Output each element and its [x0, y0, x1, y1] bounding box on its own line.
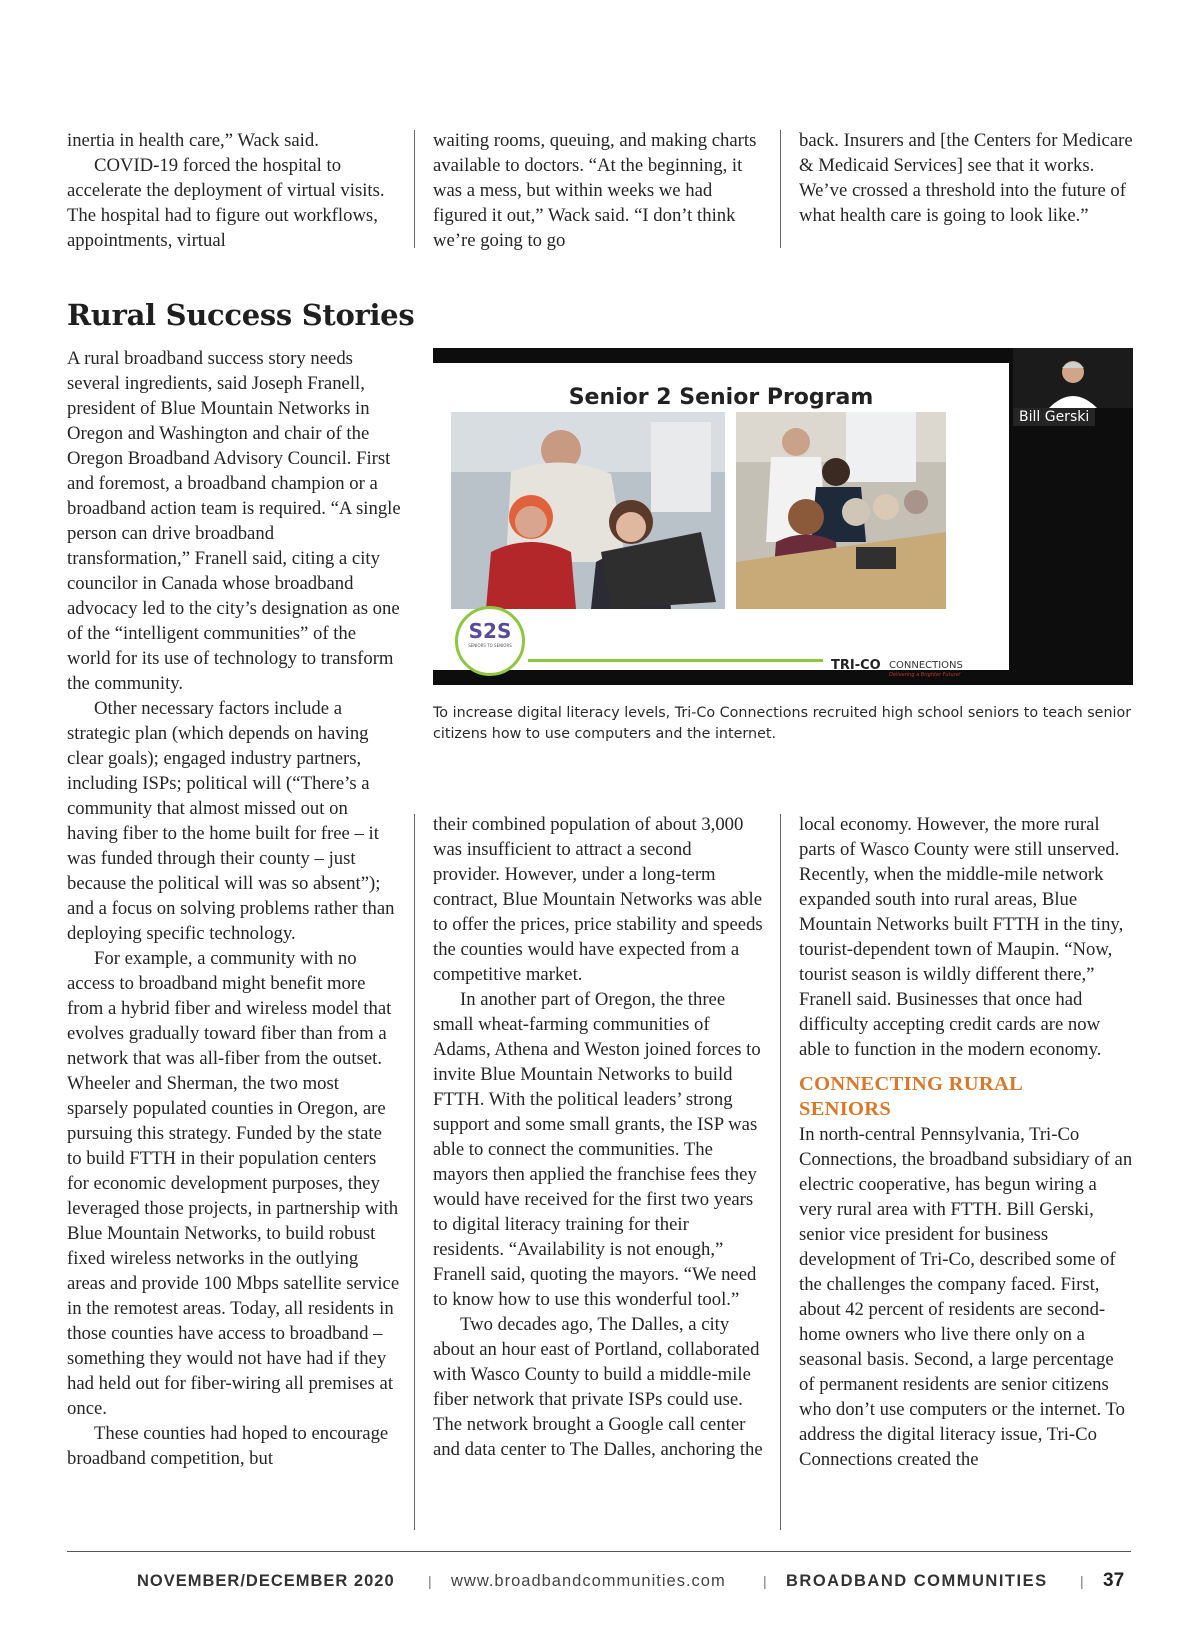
footer-publication-name: BROADBAND COMMUNITIES: [786, 1572, 1048, 1590]
photo-left: [451, 412, 725, 609]
participant-name-label: Bill Gerski: [1013, 408, 1095, 426]
footer-separator: |: [1080, 1573, 1084, 1589]
section-heading: Rural Success Stories: [67, 298, 415, 332]
footer-rule: [67, 1551, 1131, 1552]
tri-co-logo-word: CONNECTIONS: [889, 660, 963, 671]
paragraph: For example, a community with no access to broadband might benefit more from a hybrid fiber and wireless model that evolves gradually toward fiber than from a network that was all-fiber from the outset. Wheeler and Sherman, the two most sparsely populated counties in Oregon, are pursuing this strategy. Funded by the state to build FTTH in their population centers for economic development purposes, they leveraged those projects, in partnership with Blue Mountain Networks, to build robust fixed wireless networks in the outlying areas and provide 100 Mbps satellite service in the remotest areas. Today, all residents in those counties have access to broadband – something they would not have had if they had held out for fiber-wiring all premises at once.: [67, 948, 400, 1419]
footer-separator: |: [763, 1573, 767, 1589]
footer-issue-date: NOVEMBER/DECEMBER 2020: [137, 1572, 395, 1590]
page-number: 37: [1103, 1570, 1125, 1591]
tri-co-logo-tagline: Delivering a Brighter Future!: [889, 672, 961, 678]
webinar-screenshot: [433, 348, 1133, 685]
paragraph: Two decades ago, The Dalles, a city about an hour east of Portland, collaborated with Wasco County to build a middle-mile fiber network that private ISPs could use. The network brought a Google call center and data center to The Dalles, anchoring the: [433, 1314, 763, 1460]
participant-avatar: [1013, 348, 1133, 408]
left-column: [67, 346, 401, 1471]
subheading-line-2: SENIORS: [799, 1098, 892, 1120]
s2s-logo: [455, 606, 525, 676]
paragraph: waiting rooms, queuing, and making charts available to doctors. “At the beginning, it was a mess, but within weeks we had figured it out,” Wack said. “I don’t think we’re going to go: [433, 130, 757, 251]
footer-separator: |: [428, 1573, 432, 1589]
paragraph: back. Insurers and [the Centers for Medicare & Medicaid Services] see that it works. We’ve crossed a threshold into the future of what health care is going to look like.”: [799, 130, 1133, 226]
paragraph: COVID-19 forced the hospital to accelerate the deployment of virtual visits. The hospital had to figure out workflows, appointments, virtual: [67, 155, 385, 251]
paragraph: In north-central Pennsylvania, Tri-Co Connections, the broadband subsidiary of an electric cooperative, has begun wiring a very rural area with FTTH. Bill Gerski, senior vice president for business development of Tri-Co, described some of the challenges the company faced. First, about 42 percent of residents are second-home owners who live there only on a seasonal basis. Second, a large percentage of permanent residents are senior citizens who don’t use computers or the internet. To address the digital literacy issue, Tri-Co Connections created the: [799, 1124, 1133, 1470]
column-divider: [780, 814, 781, 1530]
paragraph: inertia in health care,” Wack said.: [67, 130, 319, 151]
subheading-line-1: CONNECTING RURAL: [799, 1073, 1024, 1095]
paragraph: their combined population of about 3,000 was insufficient to attract a second provider. However, under a long-term contract, Blue Mountain Networks was able to offer the prices, price stability and speeds the counties would have expected from a competitive market.: [433, 814, 763, 985]
tri-co-logo: [831, 658, 981, 680]
participant-video: [1013, 348, 1133, 408]
top-column-2: [433, 128, 763, 253]
page-footer: [0, 1572, 1200, 1602]
paragraph: local economy. However, the more rural parts of Wasco County were still unserved. Recently, when the middle-mile network expanded south into rural areas, Blue Mountain Networks built FTTH in the tiny, tourist-dependent town of Maupin. “Now, tourist season is wildly different there,” Franell said. Businesses that once had difficulty accepting credit cards are now able to function in the modern economy.: [799, 814, 1124, 1060]
paragraph: Other necessary factors include a strategic plan (which depends on having clear goals); engaged industry partners, including ISPs; political will (“There’s a community that almost missed out on having fiber to the home built for free – it was funded through their county – just because the political will was so absent”); and a focus on solving problems rather than deploying specific technology.: [67, 698, 395, 944]
classroom-photo-left: [451, 412, 725, 609]
presentation-slide: [433, 363, 1009, 678]
subheading: [799, 1072, 1133, 1122]
paragraph: These counties had hoped to encourage broadband competition, but: [67, 1423, 389, 1469]
s2s-logo-tagline: SENIORS TO SENIORS: [468, 643, 512, 648]
footer-website-link[interactable]: www.broadbandcommunities.com: [451, 1572, 726, 1590]
s2s-logo-mark: S2S: [468, 619, 512, 643]
tri-co-logo-mark: TRI-CO: [831, 658, 881, 673]
classroom-photo-right: [736, 412, 946, 609]
top-column-3: [799, 128, 1133, 228]
paragraph: In another part of Oregon, the three small wheat-farming communities of Adams, Athena and Weston joined forces to invite Blue Mountain Networks to build FTTH. With the political leaders’ strong support and some small grants, the ISP was able to connect the communities. The mayors then applied the franchise fees they would have received for the first two years to digital literacy training for their residents. “Availability is not enough,” Franell said, quoting the mayors. “We need to know how to use this wonderful tool.”: [433, 989, 761, 1310]
column-divider: [780, 130, 781, 248]
figure-caption: To increase digital literacy levels, Tri-Co Connections recruited high school seniors to teach senior citizens how to use computers and the internet.: [433, 705, 1132, 742]
column-divider: [414, 814, 415, 1530]
middle-column: [433, 812, 763, 1462]
slide-title: Senior 2 Senior Program: [568, 385, 874, 410]
slide-accent-line: [528, 659, 823, 662]
photo-right: [736, 412, 946, 609]
column-divider: [414, 130, 415, 248]
paragraph: A rural broadband success story needs several ingredients, said Joseph Franell, president of Blue Mountain Networks in Oregon and Washington and chair of the Oregon Broadband Advisory Council. First and foremost, a broadband champion or a broadband action team is required. “A single person can drive broadband transformation,” Franell said, citing a city councilor in Canada whose broadband advocacy led to the city’s designation as one of the “intelligent communities” of the world for its use of technology to transform the community.: [67, 348, 401, 694]
top-column-1: [67, 128, 397, 253]
right-column: [799, 812, 1133, 1472]
